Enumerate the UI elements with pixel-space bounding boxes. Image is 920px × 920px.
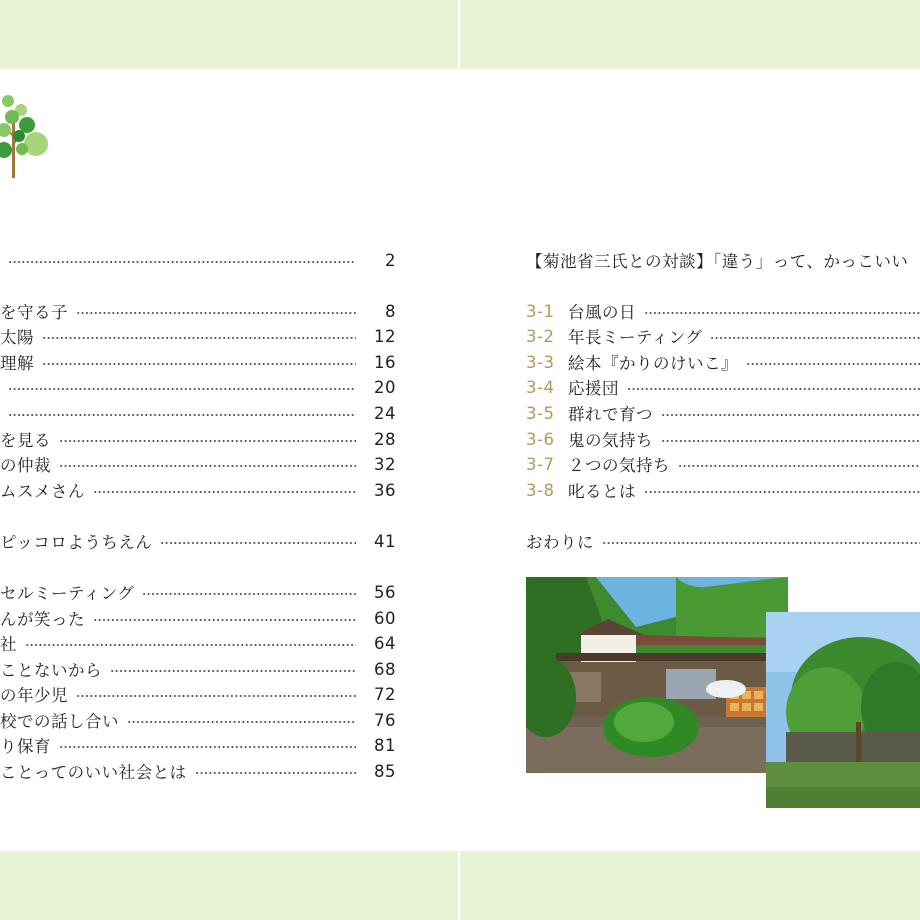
toc-entry-title: 群れで育つ [568,405,653,424]
toc-entry-page: 60 [374,608,396,628]
toc-entry[interactable] [526,376,920,398]
toc-entry[interactable] [0,734,396,756]
toc-entry[interactable] [0,428,396,450]
gutter-line [458,0,460,69]
toc-entry[interactable] [0,249,396,271]
dot-leader [710,337,920,339]
toc-entry[interactable] [0,530,396,552]
toc-entry-title: 理解 [0,354,34,373]
toc-entry-page: 64 [374,633,396,653]
toc-entry[interactable] [0,402,396,424]
dot-leader [142,593,356,595]
section-header-title: 【菊池省三氏との対談】「違う」って、かっこいい [526,252,909,271]
toc-entry-page: 2 [385,250,396,270]
dot-leader [8,388,356,390]
toc-entry-title: 台風の日 [568,303,636,322]
dot-leader [661,440,920,442]
toc-entry-page: 28 [374,429,396,449]
toc-entry-page: 20 [374,377,396,397]
toc-entry-title: ２つの気持ち [568,456,670,475]
dot-leader [678,465,920,467]
toc-entry-title: 校での話し合い [0,712,119,731]
toc-entry-page: 81 [374,735,396,755]
toc-entry[interactable] [526,479,920,501]
dot-leader [602,542,920,544]
toc-entry-title: ムスメさん [0,482,85,501]
dot-leader [25,644,356,646]
dot-leader [42,363,356,365]
toc-entry[interactable] [0,325,396,347]
toc-entry-title: を守る子 [0,303,68,322]
dot-leader [59,746,356,748]
toc-entry-title: り保育 [0,737,51,756]
toc-entry-number: 3-5 [526,403,555,423]
toc-section-header [526,249,920,271]
toc-entry-title: の仲裁 [0,456,51,475]
dot-leader [93,491,356,493]
toc-entry-title: 鬼の気持ち [568,431,653,450]
toc-entry-page: 24 [374,403,396,423]
dot-leader [59,465,356,467]
toc-entry-title: 太陽 [0,328,34,347]
toc-entry[interactable] [526,300,920,322]
toc-entry-page: 41 [374,531,396,551]
dot-leader [42,337,356,339]
toc-entry-page: 68 [374,659,396,679]
toc-entry-title: セルミーティング [0,584,135,603]
dot-leader [627,388,920,390]
toc-entry-title: ことってのいい社会とは [0,763,187,782]
toc-entry[interactable] [0,760,396,782]
dot-leader [59,440,356,442]
toc-entry[interactable] [0,607,396,629]
toc-entry-title: ピッコロようちえん [0,533,153,552]
toc-entry-title: 絵本『かりのけいこ』 [568,354,738,373]
toc-entry[interactable] [0,479,396,501]
toc-entry-page: 72 [374,684,396,704]
forest-photo [766,612,920,808]
toc-entry[interactable] [0,658,396,680]
toc-entry[interactable] [0,709,396,731]
toc-entry[interactable] [0,351,396,373]
toc-entry-title: の年少児 [0,686,68,705]
toc-entry-page: 85 [374,761,396,781]
dot-leader [644,312,920,314]
toc-entry[interactable] [0,683,396,705]
toc-entry-title: 社 [0,635,17,654]
dot-leader [127,721,356,723]
toc-entry-page: 32 [374,454,396,474]
dot-leader [644,491,920,493]
toc-entry-title: 応援団 [568,379,619,398]
dot-leader [160,542,356,544]
toc-entry-number: 3-6 [526,429,555,449]
toc-entry-title: を見る [0,431,51,450]
dot-leader [8,261,356,263]
dot-leader [661,414,920,416]
toc-entry-number: 3-7 [526,454,555,474]
toc-entry-number: 3-3 [526,352,555,372]
toc-entry-number: 3-1 [526,301,555,321]
dot-leader [195,772,356,774]
dot-leader [76,312,356,314]
toc-entry-page: 8 [385,301,396,321]
toc-entry[interactable] [526,325,920,347]
toc-entry-title: ことないから [0,661,102,680]
tree-icon [0,92,52,182]
building-photo [526,577,788,773]
toc-entry-number: 3-4 [526,377,555,397]
toc-entry-page: 76 [374,710,396,730]
toc-entry[interactable] [526,453,920,475]
toc-entry-title: んが笑った [0,610,85,629]
dot-leader [110,670,356,672]
gutter-line [458,851,460,920]
toc-entry-page: 56 [374,582,396,602]
toc-entry-page: 36 [374,480,396,500]
toc-entry[interactable] [0,581,396,603]
toc-entry-number: 3-2 [526,326,555,346]
toc-entry[interactable] [526,402,920,424]
top-band [0,0,920,69]
toc-entry[interactable] [0,300,396,322]
toc-entry[interactable] [526,351,920,373]
toc-entry[interactable] [0,453,396,475]
toc-entry[interactable] [526,428,920,450]
bottom-band [0,851,920,920]
toc-entry-title: 年長ミーティング [568,328,703,347]
toc-entry-title: 叱るとは [568,482,636,501]
dot-leader [93,619,356,621]
toc-entry-page: 12 [374,326,396,346]
toc-entry-closing[interactable] [526,530,920,552]
dot-leader [746,363,920,365]
dot-leader [76,695,356,697]
dot-leader [8,414,356,416]
toc-entry[interactable] [0,376,396,398]
toc-entry-title: おわりに [526,533,594,552]
toc-entry-page: 16 [374,352,396,372]
toc-entry[interactable] [0,632,396,654]
toc-entry-number: 3-8 [526,480,555,500]
